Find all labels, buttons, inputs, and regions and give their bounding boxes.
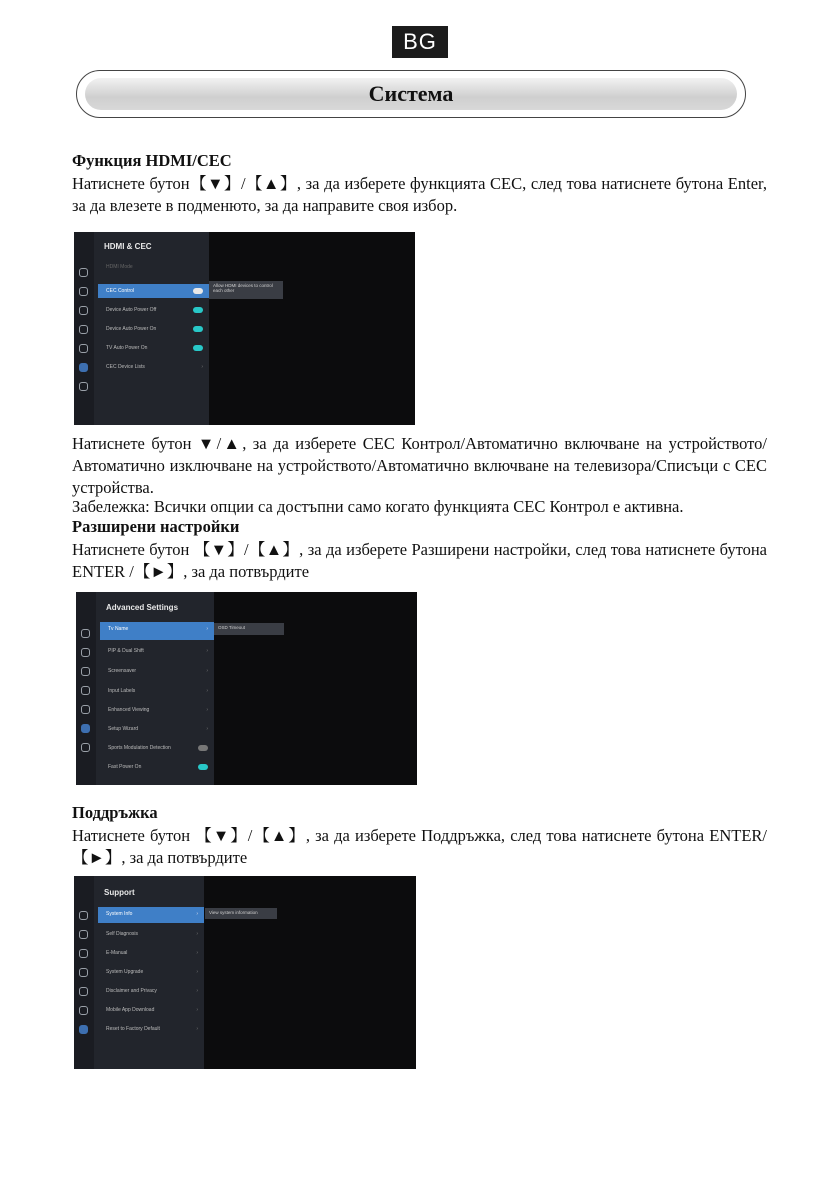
advanced-intro: Натиснете бутон 【▼】/【▲】, за да изберете Разширени настройки, след това натиснете бутона ENTER /【►】, за да потвърдите: [72, 540, 767, 581]
advanced-menu-title: Advanced Settings: [106, 603, 179, 612]
hdmi-after-text: Натиснете бутон ▼/▲, за да изберете CEC Контрол/Автоматично включване на устройството/Автоматично изключване на устройството/Автоматично включване на телевизора/Списъци с CEC устройства.: [72, 434, 767, 497]
hdmi-menu: [94, 232, 209, 425]
menu-item-setup-wizard[interactable]: Setup Wizard ›: [108, 726, 208, 732]
menu-item-cec-device-lists[interactable]: CEC Device Lists ›: [106, 364, 203, 370]
hdmi-heading: Функция HDMI/CEC: [72, 151, 232, 170]
support-intro: Натиснете бутон 【▼】/【▲】, за да изберете Поддръжка, след това натиснете бутона ENTER/ 【►】, за да потвърдите: [72, 826, 767, 867]
hdmi-info-popup: Allow HDMI devices to control each other: [209, 281, 283, 299]
icon-rail: [76, 592, 96, 785]
support-info-popup: View system information: [205, 908, 277, 919]
hdmi-menu-subtitle: HDMI Mode: [106, 264, 133, 270]
menu-item-enhanced-viewing[interactable]: Enhanced Viewing ›: [108, 707, 208, 713]
hdmi-intro: Натиснете бутон【▼】/【▲】, за да изберете функцията CEC, след това натиснете бутона Enter, за да влезете в подменюто, за да направите своя избор.: [72, 174, 767, 215]
advanced-menu: [96, 592, 214, 785]
advanced-settings-screenshot: [76, 592, 417, 785]
menu-item-system-info[interactable]: System Info ›: [98, 907, 204, 923]
menu-item-e-manual[interactable]: E-Manual ›: [106, 950, 198, 956]
menu-item-factory-reset[interactable]: Reset to Factory Default ›: [106, 1026, 198, 1032]
menu-item-device-auto-power-on[interactable]: Device Auto Power On: [98, 322, 209, 336]
advanced-heading: Разширени настройки: [72, 517, 240, 536]
menu-item-self-diagnosis[interactable]: Self Diagnosis ›: [106, 931, 198, 937]
advanced-info-popup: OSD Timeout: [214, 623, 284, 635]
hdmi-menu-title: HDMI & CEC: [104, 242, 152, 251]
menu-item-tv-name[interactable]: Tv Name ›: [100, 622, 214, 640]
hdmi-note: Забележка: Всички опции са достъпни само когато функцията CEC Контрол е активна.: [72, 497, 684, 516]
menu-item-cec-control[interactable]: CEC Control: [98, 284, 209, 298]
menu-item-sports-detection[interactable]: Sports Modulation Detection: [100, 741, 214, 755]
menu-item-pip[interactable]: PIP & Dual Shift ›: [108, 648, 208, 654]
hdmi-cec-screenshot: [74, 232, 415, 425]
support-menu: [94, 876, 204, 1069]
support-menu-title: Support: [104, 888, 135, 897]
menu-item-tv-auto-power-on[interactable]: TV Auto Power On: [98, 341, 209, 355]
menu-item-screensaver[interactable]: Screensaver ›: [108, 668, 208, 674]
page-title: Система: [85, 78, 737, 110]
icon-rail: [74, 876, 94, 1069]
support-screenshot: [74, 876, 416, 1069]
menu-item-mobile-app[interactable]: Mobile App Download ›: [106, 1007, 198, 1013]
language-badge: BG: [392, 26, 448, 58]
icon-rail: [74, 232, 94, 425]
menu-item-system-upgrade[interactable]: System Upgrade ›: [106, 969, 198, 975]
support-heading: Поддръжка: [72, 803, 158, 822]
title-frame: [76, 70, 746, 118]
menu-item-fast-power-on[interactable]: Fast Power On: [100, 760, 214, 774]
menu-item-disclaimer[interactable]: Disclaimer and Privacy ›: [106, 988, 198, 994]
menu-item-device-auto-power-off[interactable]: Device Auto Power Off: [98, 303, 209, 317]
menu-item-input-labels[interactable]: Input Labels ›: [108, 688, 208, 694]
